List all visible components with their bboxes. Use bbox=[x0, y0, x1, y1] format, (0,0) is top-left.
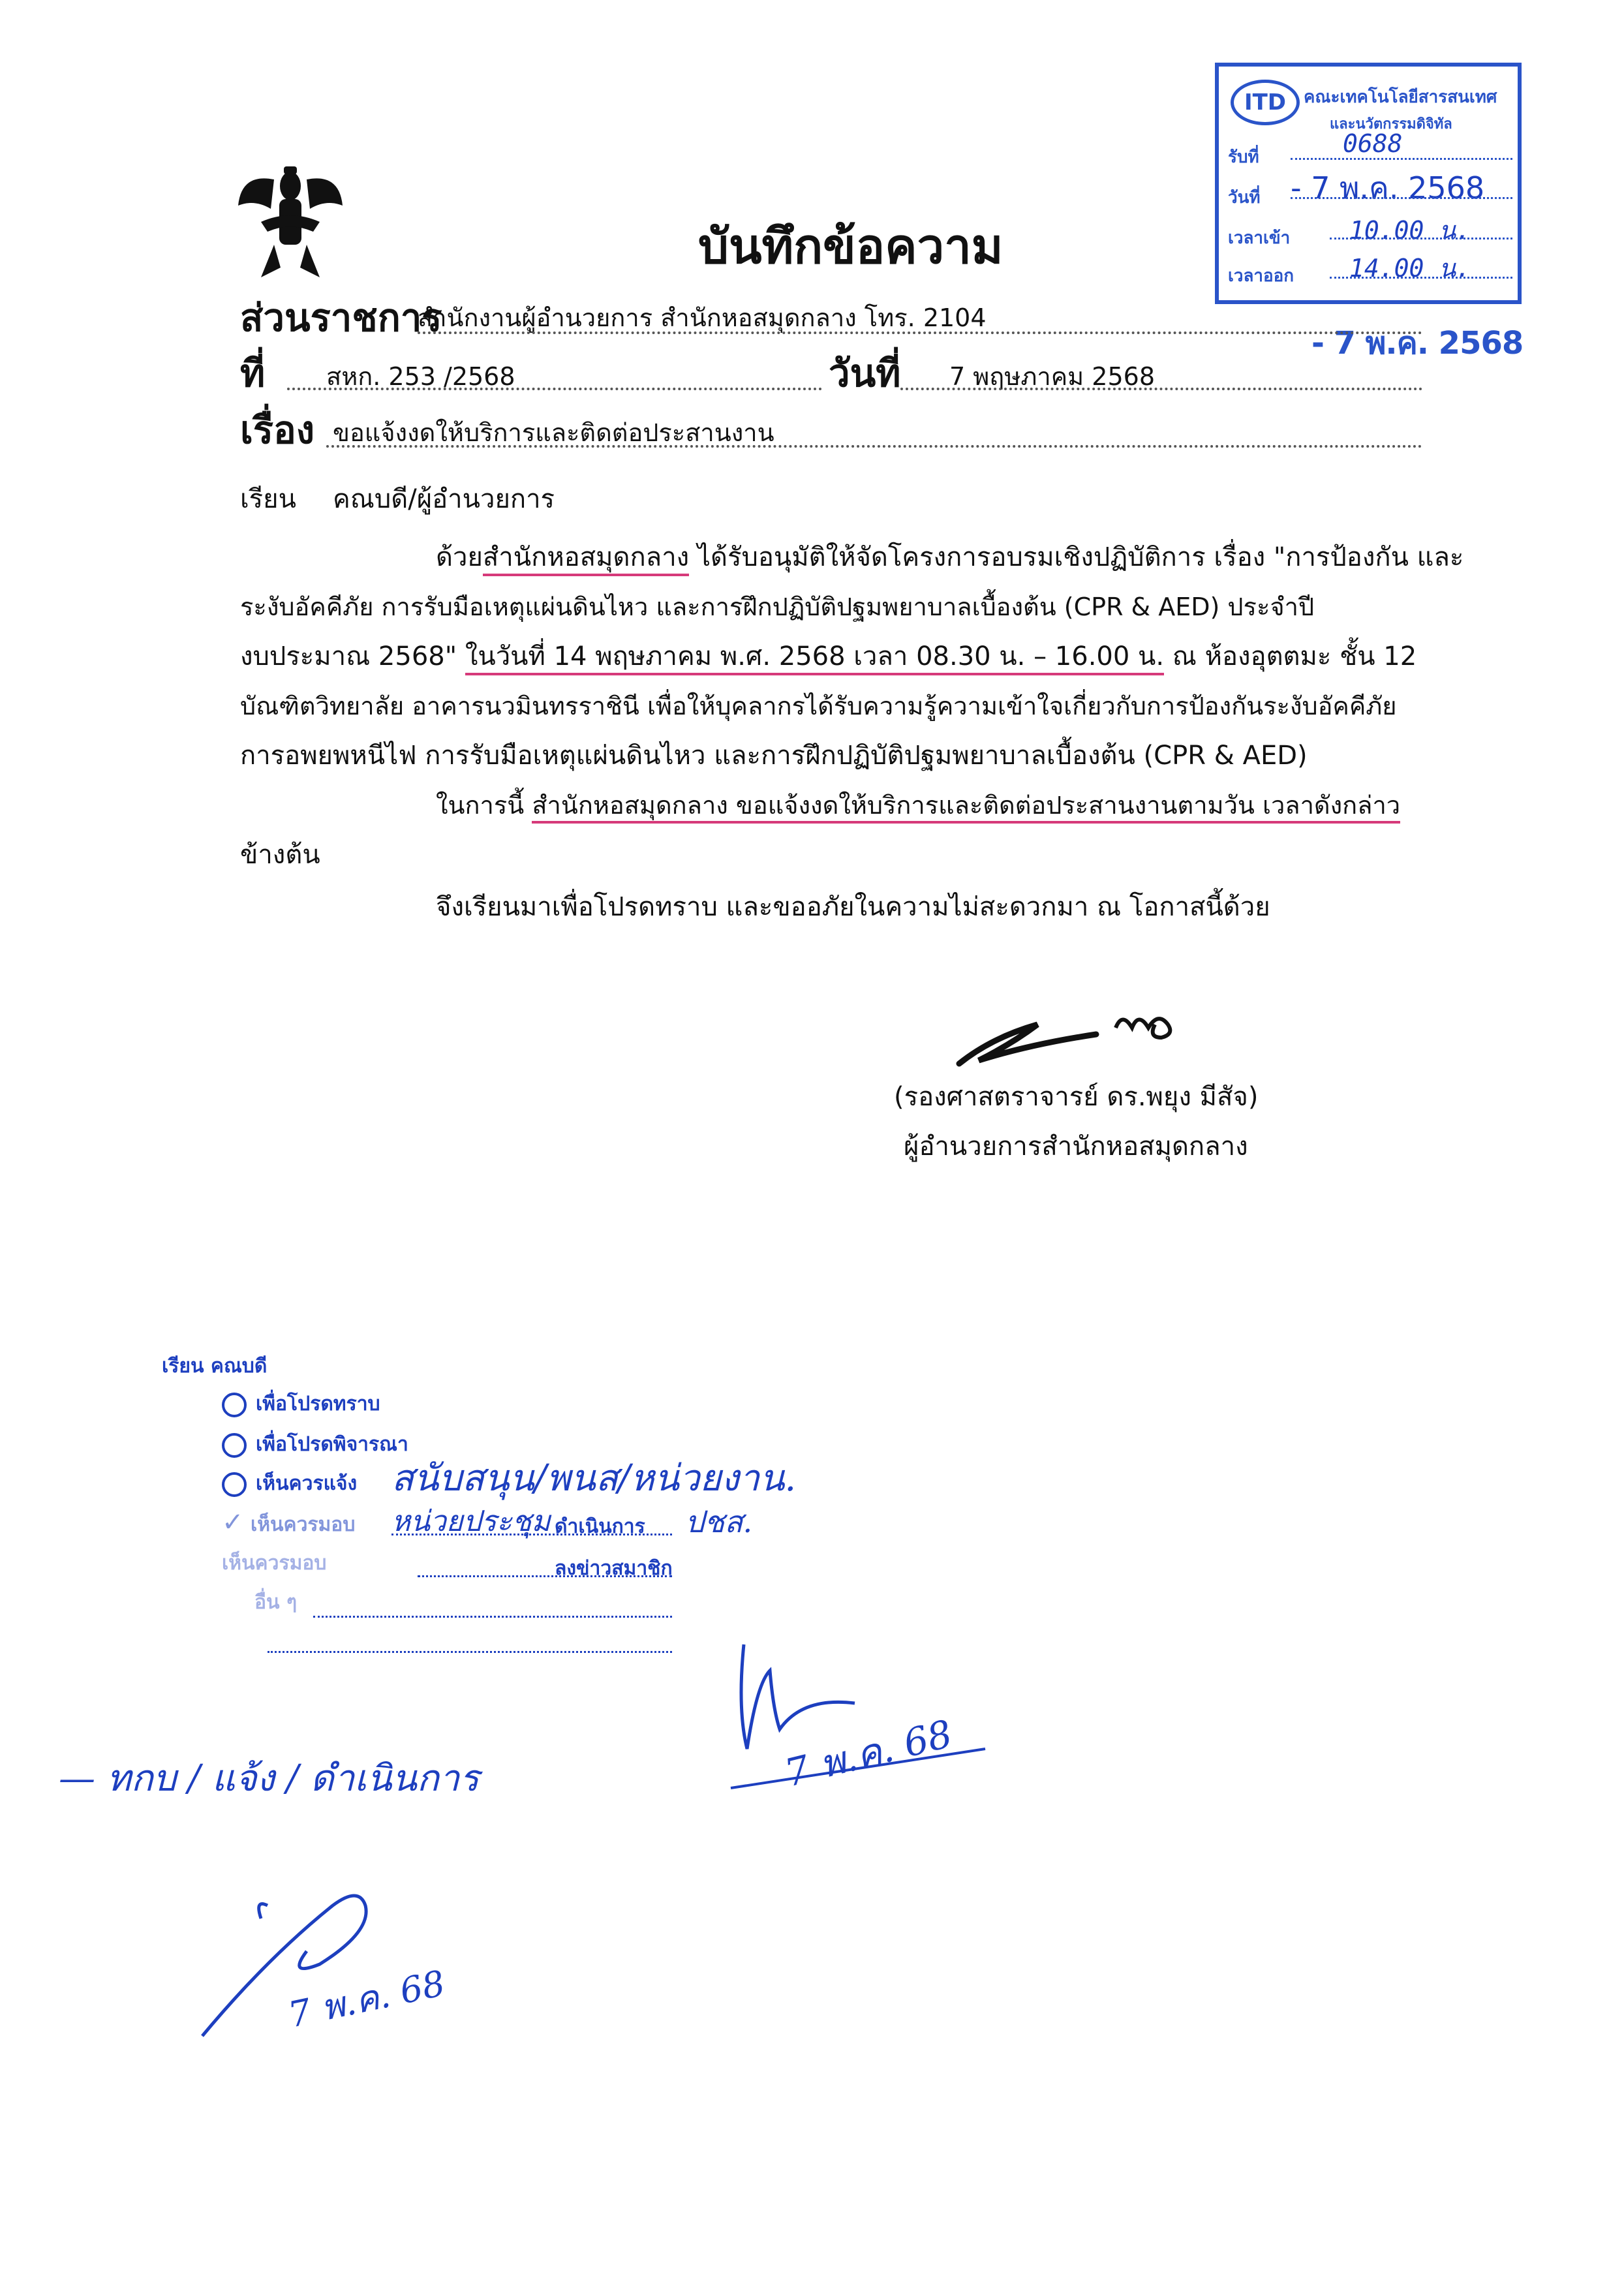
body-line: การอพยพหนีไฟ การรับมือเหตุแผ่นดินไหว และการฝึกปฏิบัติปฐมพยาบาลเบื้องต้น (CPR & AED) bbox=[240, 741, 1308, 771]
handwritten-date-2: 7 พ.ค. 68 bbox=[284, 1962, 449, 2036]
date-label: วันที่ bbox=[829, 351, 901, 395]
stamp-in-label: เวลาเข้า bbox=[1228, 228, 1291, 248]
memo-title: บันทึกข้อความ bbox=[698, 219, 1004, 275]
routing-option-4-suffix-label: ดำเนินการ bbox=[555, 1515, 645, 1538]
itd-logo: ITD bbox=[1231, 80, 1300, 125]
body-text: ณ ห้องอุตตมะ ชั้น 12 bbox=[1164, 641, 1417, 671]
ref-label: ที่ bbox=[240, 351, 266, 395]
stamp-org-line2: และนวัตกรรมดิจิทัล bbox=[1330, 116, 1452, 132]
routing-option-5 bbox=[222, 1548, 326, 1579]
body-line: ข้างต้น bbox=[240, 840, 320, 870]
routing-option-2 bbox=[222, 1429, 408, 1460]
agency-value: สำนักงานผู้อำนวยการ สำนักหอสมุดกลาง โทร. 2104 bbox=[418, 303, 987, 332]
director-signature bbox=[953, 998, 1214, 1077]
routing-option-3-value: สนับสนุน/พนส/หน่วยงาน. bbox=[391, 1457, 797, 1500]
stamp-recv-value: 0688 bbox=[1343, 129, 1403, 158]
stamp-org-line1: คณะเทคโนโลยีสารสนเทศ bbox=[1304, 87, 1497, 107]
body-paragraph-1 bbox=[240, 532, 1464, 932]
body-text: ในการนี้ bbox=[436, 791, 532, 820]
stamp-date-label: วันที่ bbox=[1228, 188, 1261, 208]
routing-option-4-suffix-value: ปชส. bbox=[685, 1504, 753, 1539]
reception-stamp bbox=[1215, 63, 1522, 304]
signer-name: (รองศาสตราจารย์ ดร.พยุง มีสัจ) bbox=[894, 1082, 1259, 1112]
stamp-recv-label: รับที่ bbox=[1228, 147, 1259, 167]
body-text: ได้รับอนุมัติให้จัดโครงการอบรมเชิงปฏิบัติการ เรื่อง "การป้องกัน และ bbox=[689, 542, 1464, 572]
body-line: บัณฑิตวิทยาลัย อาคารนวมินทรราชินี เพื่อให้บุคลากรได้รับความรู้ความเข้าใจเกี่ยวกับการป้องกันระงับอัคคีภัย bbox=[240, 692, 1397, 720]
salutation-value: คณบดี/ผู้อำนวยการ bbox=[333, 484, 555, 514]
handwritten-note: — ทกบ / แจ้ง / ดำเนินการ bbox=[59, 1757, 480, 1800]
body-line bbox=[240, 532, 1464, 582]
secondary-date-stamp: - 7 พ.ค. 2568 bbox=[1311, 325, 1524, 362]
signer-position: ผู้อำนวยการสำนักหอสมุดกลาง bbox=[904, 1132, 1248, 1162]
garuda-emblem-icon bbox=[235, 160, 346, 284]
routing-title: เรียน คณบดี bbox=[162, 1355, 268, 1378]
date-value: 7 พฤษภาคม 2568 bbox=[949, 362, 1156, 391]
checkmark-icon: ✓ bbox=[222, 1507, 244, 1537]
routing-option-label: เพื่อโปรดทราบ bbox=[256, 1393, 380, 1415]
agency-label: ส่วนราชการ bbox=[240, 296, 442, 340]
subject-label: เรื่อง bbox=[240, 408, 315, 452]
body-text: งบประมาณ 2568" bbox=[240, 641, 465, 671]
routing-option-4 bbox=[222, 1507, 355, 1540]
ref-value: สหก. 253 /2568 bbox=[326, 362, 515, 391]
salutation-label: เรียน bbox=[240, 484, 296, 514]
routing-option-6: อื่น ๆ bbox=[254, 1591, 298, 1614]
routing-option-label: เห็นควรมอบ bbox=[250, 1513, 356, 1536]
routing-option-1 bbox=[222, 1389, 380, 1419]
body-line bbox=[240, 780, 1447, 830]
body-highlight: สำนักหอสมุดกลาง ขอแจ้งงดให้บริการและติดต่อประสานงานตามวัน เวลาดังกล่าว bbox=[532, 791, 1400, 824]
stamp-in-value: 10.00 น. bbox=[1349, 216, 1471, 245]
body-line: ระงับอัคคีภัย การรับมือเหตุแผ่นดินไหว และการฝึกปฏิบัติปฐมพยาบาลเบื้องต้น (CPR & AED) ประจำปี bbox=[240, 593, 1315, 621]
stamp-date-value: - 7 พ.ค. 2568 bbox=[1291, 170, 1485, 206]
handwritten-date-1: 7 พ.ค. 68 bbox=[780, 1711, 957, 1796]
body-line: จึงเรียนมาเพื่อโปรดทราบ และขออภัยในความไม่สะดวกมา ณ โอกาสนี้ด้วย bbox=[436, 892, 1270, 922]
body-highlight: ในวันที่ 14 พฤษภาคม พ.ศ. 2568 เวลา 08.30 น. – 16.00 น. bbox=[465, 641, 1164, 675]
routing-option-label: เห็นควรแจ้ง bbox=[256, 1472, 358, 1495]
routing-option-label: เห็นควรมอบ bbox=[222, 1552, 327, 1575]
checked-circle-icon bbox=[222, 1472, 247, 1497]
subject-value: ขอแจ้งงดให้บริการและติดต่อประสานงาน bbox=[333, 418, 774, 447]
routing-option-label: เพื่อโปรดพิจารณา bbox=[256, 1433, 408, 1456]
body-highlight: สำนักหอสมุดกลาง bbox=[483, 542, 689, 576]
body-text: ด้วย bbox=[436, 542, 483, 572]
stamp-out-label: เวลาออก bbox=[1228, 266, 1294, 286]
routing-option-5-suffix: ลงข่าวสมาชิก bbox=[555, 1557, 673, 1580]
stamp-out-value: 14.00 น. bbox=[1349, 254, 1471, 283]
circle-icon bbox=[222, 1433, 247, 1458]
routing-option-3 bbox=[222, 1468, 357, 1499]
body-line bbox=[240, 632, 1447, 681]
checked-circle-icon bbox=[222, 1393, 247, 1417]
routing-option-4-value: หน่วยประชุม bbox=[391, 1505, 551, 1538]
